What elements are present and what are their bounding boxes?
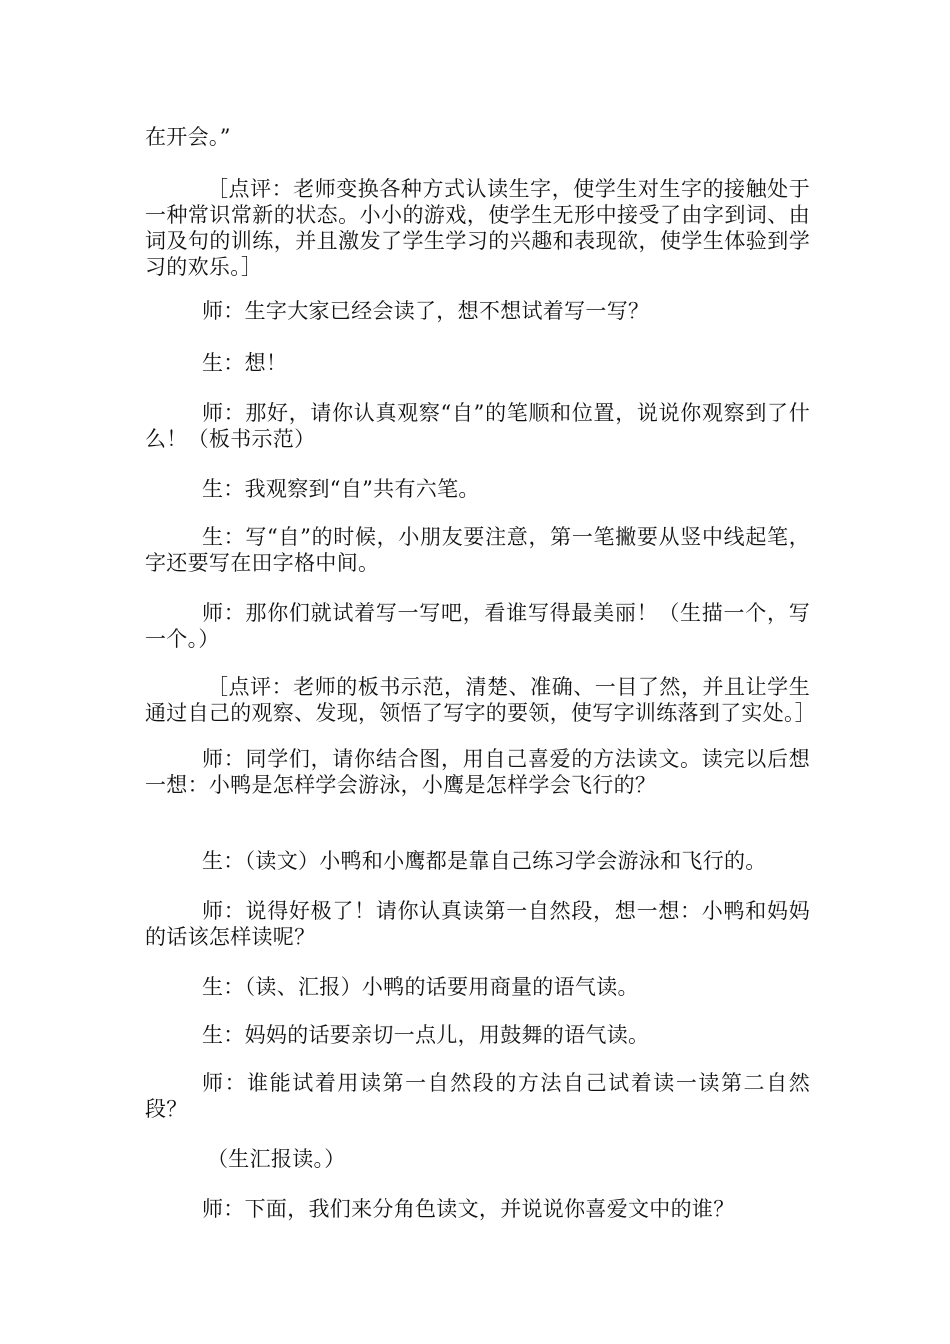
paragraph-text: 生：想！	[202, 351, 288, 375]
paragraph-text: ［点评：老师的板书示范，清楚、准确、一目了然，并且让学生通过自己的观察、发现，领悟了写字的要领，使写字训练落到了实处。］	[145, 675, 817, 725]
paragraph-dialogue	[145, 298, 810, 324]
paragraph-text: 师：生字大家已经会读了，想不想试着写一写？	[202, 299, 650, 323]
paragraph-dialogue	[145, 476, 810, 502]
paragraph-comment-2	[145, 674, 817, 726]
paragraph-dialogue	[145, 400, 810, 452]
paragraph-dialogue	[145, 848, 810, 874]
paragraph-dialogue	[145, 350, 810, 376]
paragraph-dialogue	[145, 1022, 810, 1048]
paragraph-dialogue	[145, 746, 810, 798]
paragraph-text: ［点评：老师变换各种方式认读生字，使学生对生字的接触处于一种常识常新的状态。小小的游戏，使学生无形中接受了由字到词、由词及句的训练，并且激发了学生学习的兴趣和表现欲，使学生体验到学习的欢乐。］	[145, 177, 810, 279]
paragraph-dialogue	[145, 1070, 810, 1122]
paragraph-comment-1	[145, 176, 810, 280]
paragraph-text: 师：同学们，请你结合图，用自己喜爱的方法读文。读完以后想一想：小鸭是怎样学会游泳，小鹰是怎样学会飞行的？	[145, 747, 810, 797]
paragraph-text: 生：（读文）小鸭和小鹰都是靠自己练习学会游泳和飞行的。	[202, 849, 767, 873]
paragraph-text: 生：我观察到“自”共有六笔。	[202, 477, 480, 501]
paragraph-text: 生：写“自”的时候，小朋友要注意，第一笔撇要从竖中线起笔，字还要写在田字格中间。	[145, 525, 810, 575]
paragraph-stage-direction	[145, 1146, 810, 1172]
paragraph-dialogue	[145, 898, 810, 950]
paragraph-text: 师：那你们就试着写一写吧，看谁写得最美丽！（生描一个，写一个。）	[145, 601, 810, 651]
paragraph-text: 师：谁能试着用读第一自然段的方法自己试着读一读第二自然段？	[145, 1071, 810, 1121]
paragraph-text: （生汇报读。）	[207, 1147, 346, 1171]
paragraph-text: 生：（读、汇报）小鸭的话要用商量的语气读。	[202, 975, 639, 999]
paragraph-text: 师：说得好极了！请你认真读第一自然段，想一想：小鸭和妈妈的话该怎样读呢？	[145, 899, 810, 949]
paragraph-text: 在开会。”	[145, 125, 231, 149]
paragraph-text: 师：下面，我们来分角色读文，并说说你喜爱文中的谁？	[202, 1197, 735, 1221]
paragraph-dialogue	[145, 1196, 810, 1222]
paragraph-dialogue	[145, 524, 810, 576]
paragraph-text: 生：妈妈的话要亲切一点儿，用鼓舞的语气读。	[202, 1023, 650, 1047]
paragraph-dialogue	[145, 974, 810, 1000]
paragraph-text: 师：那好，请你认真观察“自”的笔顺和位置，说说你观察到了什么！（板书示范）	[145, 401, 810, 451]
paragraph-dialogue	[145, 600, 810, 652]
paragraph-continuation	[145, 124, 810, 150]
